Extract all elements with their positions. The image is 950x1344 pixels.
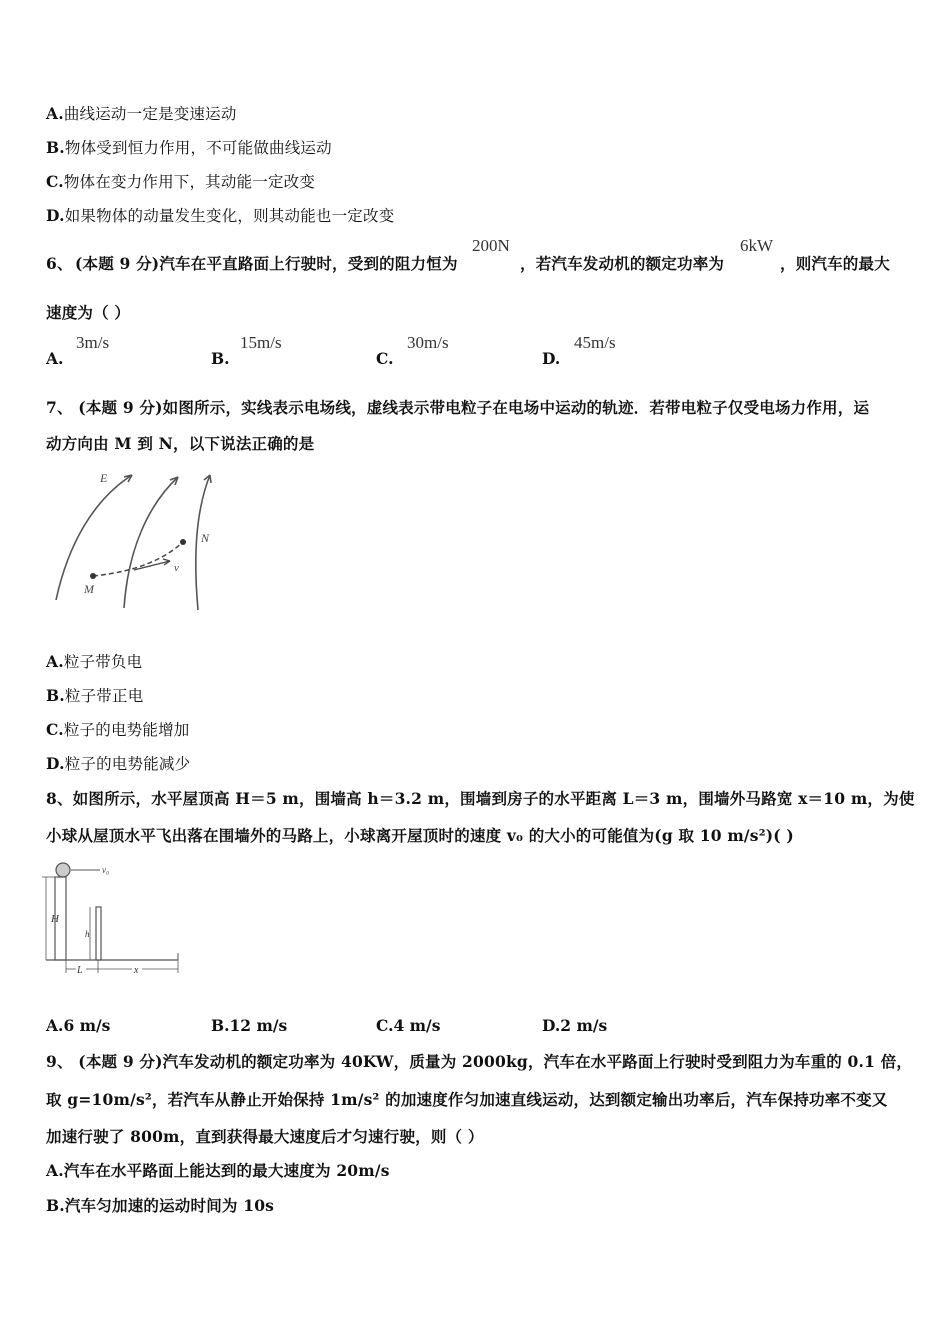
field-line-1 bbox=[56, 475, 132, 600]
q8-option-a: A.6 m/s bbox=[46, 1016, 111, 1035]
q5-option-b: B.物体受到恒力作用，不可能做曲线运动 bbox=[46, 138, 332, 157]
label-H: H bbox=[51, 913, 59, 925]
q7-option-c: C.粒子的电势能增加 bbox=[46, 720, 190, 739]
q7-text-b: 动方向由 M 到 N，以下说法正确的是 bbox=[46, 434, 315, 453]
q6-text-a: (本题 9 分)汽车在平直路面上行驶时，受到的阻力恒为 bbox=[75, 254, 458, 273]
q6-text-d: 速度为（ ） bbox=[46, 303, 131, 322]
q6-power: 6kW bbox=[740, 236, 774, 255]
q6-option-d-value: 45m/s bbox=[574, 333, 616, 352]
q8-option-b: B.12 m/s bbox=[211, 1016, 288, 1035]
q5-option-d: D.如果物体的动量发生变化，则其动能也一定改变 bbox=[46, 206, 395, 225]
q6-option-c-value: 30m/s bbox=[407, 333, 449, 352]
q6-option-d-label: D. bbox=[542, 349, 561, 368]
q6-text-b: ，若汽车发动机的额定功率为 bbox=[520, 254, 725, 273]
q6-option-b-value: 15m/s bbox=[240, 333, 282, 352]
label-x: x bbox=[134, 965, 139, 976]
q6-number: 6、 bbox=[46, 254, 73, 273]
q9-line-1: 9、 (本题 9 分)汽车发动机的额定功率为 40KW，质量为 2000kg，汽车在水平路面上行驶时受到阻力为车重的 0.1 倍， bbox=[46, 1052, 913, 1071]
q9-option-b: B.汽车匀加速的运动时间为 10s bbox=[46, 1196, 275, 1215]
point-m bbox=[90, 573, 96, 579]
q6-option-a-label: A. bbox=[46, 349, 64, 368]
q7-option-a: A.粒子带负电 bbox=[46, 652, 143, 671]
label-h: h bbox=[85, 929, 90, 939]
label-n: N bbox=[201, 531, 210, 545]
label-m: M bbox=[84, 582, 94, 596]
field-line-2 bbox=[124, 477, 178, 608]
wall bbox=[96, 907, 101, 960]
q7-option-d: D.粒子的电势能减少 bbox=[46, 754, 191, 773]
q9-line-2: 取 g=10m/s²，若汽车从静止开始保持 1m/s² 的加速度作匀加速直线运动，达到额定输出功率后，汽车保持功率不变又 bbox=[46, 1090, 888, 1109]
q6-option-b-label: B. bbox=[211, 349, 230, 368]
q8-house-wall-figure bbox=[38, 855, 188, 980]
q9-line-3: 加速行驶了 800m，直到获得最大速度后才匀速行驶，则（ ） bbox=[46, 1127, 484, 1146]
q6-force: 200N bbox=[472, 236, 510, 255]
label-L: L bbox=[77, 965, 83, 976]
ball bbox=[56, 863, 70, 877]
label-e: E bbox=[100, 471, 108, 485]
label-v0: v₀ bbox=[102, 865, 110, 875]
q6-text-c: ，则汽车的最大 bbox=[780, 254, 890, 273]
q5-option-a: A.曲线运动一定是变速运动 bbox=[46, 104, 237, 123]
q8-line-1: 8、如图所示，水平屋顶高 H＝5 m，围墙高 h＝3.2 m，围墙到房子的水平距离 L＝3 m，围墙外马路宽 x＝10 m，为使 bbox=[46, 789, 915, 808]
q8-option-d: D.2 m/s bbox=[542, 1016, 608, 1035]
q7-text-a: 7、 (本题 9 分)如图所示，实线表示电场线，虚线表示带电粒子在电场中运动的轨迹．若带电粒子仅受电场力作用，运 bbox=[46, 398, 870, 417]
q7-option-b: B.粒子带正电 bbox=[46, 686, 144, 705]
q9-option-a: A.汽车在水平路面上能达到的最大速度为 20m/s bbox=[46, 1161, 390, 1180]
label-v: v bbox=[174, 562, 179, 574]
q6-option-c-label: C. bbox=[376, 349, 394, 368]
q6-option-a-value: 3m/s bbox=[76, 333, 110, 352]
q8-option-c: C.4 m/s bbox=[376, 1016, 441, 1035]
q8-line-2: 小球从屋顶水平飞出落在围墙外的马路上，小球离开屋顶时的速度 v₀ 的大小的可能值为(g 取 10 m/s²)( ) bbox=[46, 826, 794, 845]
q5-option-c: C.物体在变力作用下，其动能一定改变 bbox=[46, 172, 316, 191]
particle-trajectory bbox=[93, 542, 183, 576]
point-n bbox=[180, 539, 186, 545]
q7-electric-field-figure bbox=[48, 465, 228, 615]
